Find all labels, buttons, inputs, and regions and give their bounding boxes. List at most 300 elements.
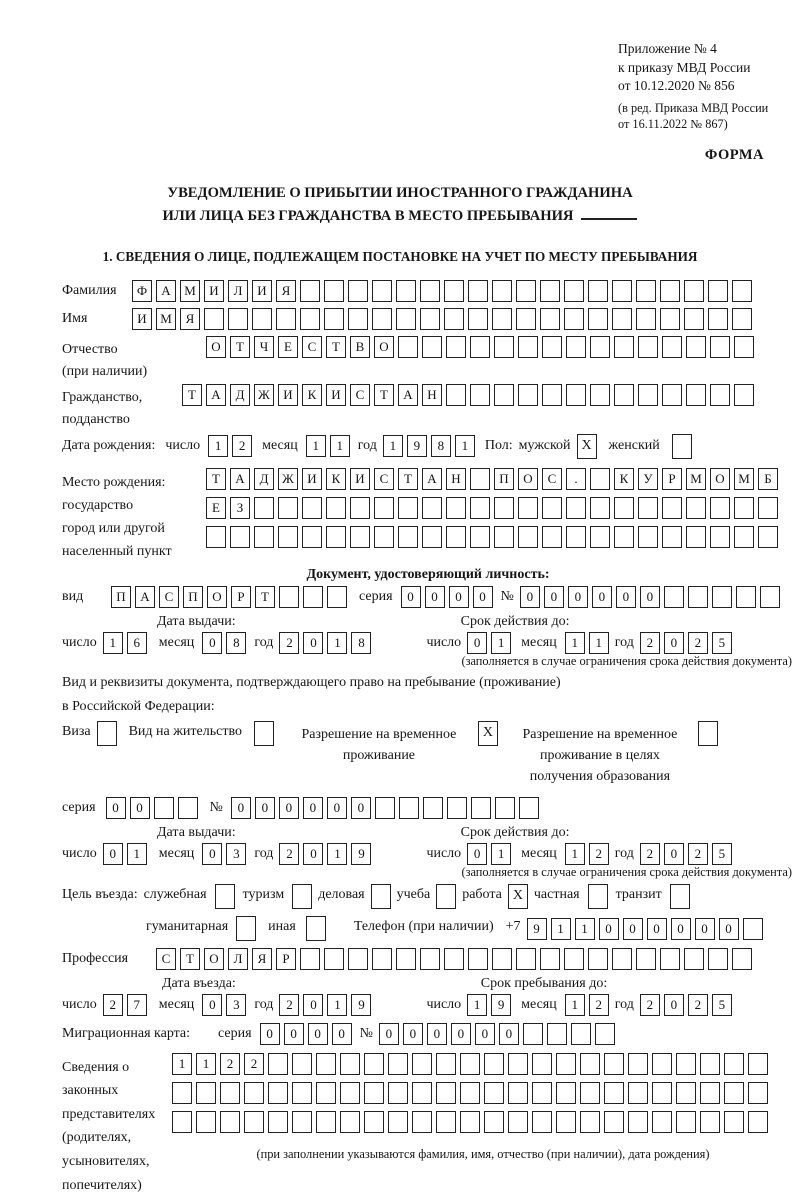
form-cell[interactable] — [326, 526, 346, 548]
form-cell[interactable] — [302, 526, 322, 548]
form-cell[interactable] — [484, 1082, 504, 1104]
form-cell[interactable]: 1 — [565, 632, 585, 654]
form-cell[interactable] — [708, 308, 728, 330]
form-cell[interactable] — [519, 797, 539, 819]
form-cell[interactable]: 0 — [303, 843, 323, 865]
form-cell[interactable] — [556, 1111, 576, 1133]
form-cell[interactable]: 1 — [467, 994, 487, 1016]
form-cell[interactable]: 3 — [226, 843, 246, 865]
form-cell[interactable]: 5 — [712, 632, 732, 654]
form-cell[interactable]: 0 — [499, 1023, 519, 1045]
form-cell[interactable]: П — [494, 468, 514, 490]
form-cell[interactable]: 0 — [451, 1023, 471, 1045]
form-cell[interactable]: 1 — [196, 1053, 216, 1075]
form-cell[interactable]: 2 — [640, 843, 660, 865]
form-cell[interactable] — [662, 384, 682, 406]
form-cell[interactable]: Т — [326, 336, 346, 358]
form-cell[interactable] — [364, 1053, 384, 1075]
form-cell[interactable]: 0 — [475, 1023, 495, 1045]
form-cell[interactable]: 9 — [351, 994, 371, 1016]
form-cell[interactable] — [300, 948, 320, 970]
form-cell[interactable] — [564, 948, 584, 970]
form-cell[interactable]: Н — [422, 384, 442, 406]
form-cell[interactable] — [460, 1053, 480, 1075]
form-cell[interactable] — [734, 526, 754, 548]
form-cell[interactable]: 0 — [616, 586, 636, 608]
form-cell[interactable] — [748, 1111, 768, 1133]
form-cell[interactable] — [686, 336, 706, 358]
form-cell[interactable] — [268, 1111, 288, 1133]
form-cell[interactable] — [547, 1023, 567, 1045]
form-cell[interactable]: А — [156, 280, 176, 302]
form-cell[interactable] — [372, 280, 392, 302]
form-cell[interactable] — [292, 1082, 312, 1104]
form-cell[interactable] — [684, 308, 704, 330]
form-cell[interactable] — [652, 1111, 672, 1133]
form-cell[interactable]: Т — [398, 468, 418, 490]
form-cell[interactable] — [374, 526, 394, 548]
form-cell[interactable] — [662, 336, 682, 358]
form-cell[interactable] — [708, 948, 728, 970]
form-cell[interactable] — [590, 468, 610, 490]
form-cell[interactable] — [614, 526, 634, 548]
form-cell[interactable] — [542, 526, 562, 548]
form-cell[interactable] — [700, 1111, 720, 1133]
form-cell[interactable]: О — [710, 468, 730, 490]
form-cell[interactable] — [518, 497, 538, 519]
form-cell[interactable] — [652, 1082, 672, 1104]
form-cell[interactable]: О — [374, 336, 394, 358]
form-cell[interactable]: 1 — [327, 843, 347, 865]
form-cell[interactable] — [760, 586, 780, 608]
form-cell[interactable]: К — [614, 468, 634, 490]
form-cell[interactable]: 0 — [623, 918, 643, 940]
form-cell[interactable] — [446, 526, 466, 548]
form-cell[interactable] — [542, 384, 562, 406]
form-cell[interactable] — [516, 948, 536, 970]
form-cell[interactable]: Б — [758, 468, 778, 490]
form-cell[interactable] — [712, 586, 732, 608]
form-cell[interactable]: 1 — [127, 843, 147, 865]
form-cell[interactable] — [734, 336, 754, 358]
form-cell[interactable] — [523, 1023, 543, 1045]
form-cell[interactable] — [178, 797, 198, 819]
form-cell[interactable] — [614, 384, 634, 406]
form-cell[interactable]: 2 — [688, 994, 708, 1016]
form-cell[interactable] — [638, 526, 658, 548]
form-cell[interactable]: 0 — [695, 918, 715, 940]
form-cell[interactable] — [398, 497, 418, 519]
form-cell[interactable] — [628, 1082, 648, 1104]
form-cell[interactable]: 1 — [306, 435, 326, 457]
form-cell[interactable]: 0 — [303, 994, 323, 1016]
form-cell[interactable]: 2 — [640, 632, 660, 654]
form-cell[interactable]: А — [206, 384, 226, 406]
form-cell[interactable]: 7 — [127, 994, 147, 1016]
form-cell[interactable]: 2 — [220, 1053, 240, 1075]
form-cell[interactable] — [628, 1111, 648, 1133]
form-cell[interactable]: У — [638, 468, 658, 490]
form-cell[interactable]: 0 — [473, 586, 493, 608]
form-cell[interactable] — [556, 1053, 576, 1075]
form-cell[interactable] — [636, 948, 656, 970]
form-cell[interactable]: А — [422, 468, 442, 490]
form-cell[interactable]: 1 — [327, 994, 347, 1016]
form-cell[interactable] — [590, 336, 610, 358]
form-cell[interactable] — [412, 1053, 432, 1075]
form-cell[interactable] — [700, 1082, 720, 1104]
form-cell[interactable]: И — [350, 468, 370, 490]
form-cell[interactable] — [571, 1023, 591, 1045]
form-cell[interactable]: 1 — [383, 435, 403, 457]
form-cell[interactable] — [420, 280, 440, 302]
form-cell[interactable]: А — [398, 384, 418, 406]
form-cell[interactable] — [734, 384, 754, 406]
form-cell[interactable] — [468, 280, 488, 302]
purpose-opt-humanitarian-checkbox[interactable] — [236, 916, 256, 941]
form-cell[interactable]: 0 — [379, 1023, 399, 1045]
form-cell[interactable] — [292, 1111, 312, 1133]
form-cell[interactable] — [422, 497, 442, 519]
form-cell[interactable] — [660, 280, 680, 302]
form-cell[interactable] — [508, 1053, 528, 1075]
form-cell[interactable] — [388, 1111, 408, 1133]
form-cell[interactable] — [276, 308, 296, 330]
form-cell[interactable] — [686, 497, 706, 519]
form-cell[interactable] — [372, 948, 392, 970]
form-cell[interactable]: 0 — [231, 797, 251, 819]
form-cell[interactable] — [662, 497, 682, 519]
form-cell[interactable]: 0 — [403, 1023, 423, 1045]
form-cell[interactable] — [710, 384, 730, 406]
form-cell[interactable]: 1 — [575, 918, 595, 940]
form-cell[interactable]: 0 — [640, 586, 660, 608]
form-cell[interactable] — [484, 1053, 504, 1075]
form-cell[interactable]: 0 — [664, 632, 684, 654]
form-cell[interactable] — [638, 336, 658, 358]
form-cell[interactable] — [422, 336, 442, 358]
form-cell[interactable]: Я — [180, 308, 200, 330]
form-cell[interactable]: 1 — [172, 1053, 192, 1075]
form-cell[interactable] — [196, 1111, 216, 1133]
form-cell[interactable] — [614, 336, 634, 358]
form-cell[interactable] — [556, 1082, 576, 1104]
form-cell[interactable] — [518, 384, 538, 406]
form-cell[interactable]: 0 — [103, 843, 123, 865]
form-cell[interactable]: 5 — [712, 843, 732, 865]
form-cell[interactable]: 0 — [664, 994, 684, 1016]
form-cell[interactable] — [316, 1082, 336, 1104]
form-cell[interactable]: 2 — [244, 1053, 264, 1075]
form-cell[interactable]: 0 — [106, 797, 126, 819]
form-cell[interactable]: 2 — [688, 843, 708, 865]
form-cell[interactable] — [518, 526, 538, 548]
form-cell[interactable] — [710, 336, 730, 358]
form-cell[interactable] — [374, 497, 394, 519]
form-cell[interactable] — [542, 497, 562, 519]
form-cell[interactable] — [614, 497, 634, 519]
form-cell[interactable] — [684, 280, 704, 302]
form-cell[interactable] — [244, 1082, 264, 1104]
form-cell[interactable]: 0 — [425, 586, 445, 608]
form-cell[interactable] — [636, 280, 656, 302]
form-cell[interactable] — [470, 468, 490, 490]
form-cell[interactable]: 1 — [551, 918, 571, 940]
form-cell[interactable] — [396, 280, 416, 302]
form-cell[interactable]: 3 — [226, 994, 246, 1016]
form-cell[interactable]: И — [204, 280, 224, 302]
form-cell[interactable]: 0 — [332, 1023, 352, 1045]
form-cell[interactable] — [580, 1053, 600, 1075]
form-cell[interactable] — [566, 384, 586, 406]
form-cell[interactable]: 0 — [719, 918, 739, 940]
form-cell[interactable] — [470, 497, 490, 519]
form-cell[interactable]: И — [302, 468, 322, 490]
form-cell[interactable] — [516, 280, 536, 302]
form-cell[interactable] — [446, 497, 466, 519]
form-cell[interactable]: Ж — [278, 468, 298, 490]
form-cell[interactable] — [566, 336, 586, 358]
form-cell[interactable]: М — [734, 468, 754, 490]
form-cell[interactable] — [664, 586, 684, 608]
form-cell[interactable]: 0 — [303, 797, 323, 819]
form-cell[interactable] — [508, 1082, 528, 1104]
form-cell[interactable] — [340, 1111, 360, 1133]
form-cell[interactable]: 9 — [407, 435, 427, 457]
purpose-opt-other-checkbox[interactable] — [306, 916, 326, 941]
form-cell[interactable] — [302, 497, 322, 519]
form-cell[interactable]: Р — [662, 468, 682, 490]
form-cell[interactable] — [724, 1082, 744, 1104]
form-cell[interactable] — [254, 497, 274, 519]
form-cell[interactable] — [444, 280, 464, 302]
form-cell[interactable] — [350, 497, 370, 519]
form-cell[interactable] — [316, 1111, 336, 1133]
form-cell[interactable]: Р — [231, 586, 251, 608]
form-cell[interactable]: Я — [252, 948, 272, 970]
form-cell[interactable]: 9 — [491, 994, 511, 1016]
form-cell[interactable] — [300, 280, 320, 302]
form-cell[interactable]: 1 — [491, 632, 511, 654]
form-cell[interactable]: 8 — [226, 632, 246, 654]
form-cell[interactable]: Ч — [254, 336, 274, 358]
form-cell[interactable]: 1 — [103, 632, 123, 654]
form-cell[interactable]: 0 — [599, 918, 619, 940]
form-cell[interactable] — [688, 586, 708, 608]
form-cell[interactable] — [708, 280, 728, 302]
form-cell[interactable] — [588, 280, 608, 302]
form-cell[interactable] — [447, 797, 467, 819]
form-cell[interactable] — [662, 526, 682, 548]
form-cell[interactable] — [364, 1082, 384, 1104]
form-cell[interactable]: П — [183, 586, 203, 608]
form-cell[interactable]: 2 — [688, 632, 708, 654]
form-cell[interactable] — [460, 1111, 480, 1133]
form-cell[interactable]: 2 — [640, 994, 660, 1016]
form-cell[interactable]: С — [156, 948, 176, 970]
form-cell[interactable] — [732, 308, 752, 330]
form-cell[interactable]: М — [156, 308, 176, 330]
purpose-opt-study-checkbox[interactable] — [436, 884, 456, 909]
form-cell[interactable] — [436, 1111, 456, 1133]
form-cell[interactable] — [590, 497, 610, 519]
form-cell[interactable] — [516, 308, 536, 330]
form-cell[interactable] — [471, 797, 491, 819]
temp-residence-checkbox[interactable]: X — [478, 721, 498, 746]
form-cell[interactable]: 0 — [520, 586, 540, 608]
form-cell[interactable] — [508, 1111, 528, 1133]
form-cell[interactable] — [492, 308, 512, 330]
form-cell[interactable] — [206, 526, 226, 548]
form-cell[interactable]: 0 — [308, 1023, 328, 1045]
form-cell[interactable]: Т — [180, 948, 200, 970]
form-cell[interactable] — [604, 1111, 624, 1133]
form-cell[interactable]: Д — [254, 468, 274, 490]
form-cell[interactable] — [303, 586, 323, 608]
form-cell[interactable]: 0 — [351, 797, 371, 819]
form-cell[interactable]: Л — [228, 948, 248, 970]
form-cell[interactable] — [660, 948, 680, 970]
form-cell[interactable]: 1 — [208, 435, 228, 457]
form-cell[interactable] — [660, 308, 680, 330]
form-cell[interactable] — [228, 308, 248, 330]
form-cell[interactable]: Т — [230, 336, 250, 358]
form-cell[interactable] — [412, 1082, 432, 1104]
form-cell[interactable] — [398, 336, 418, 358]
form-cell[interactable]: 1 — [455, 435, 475, 457]
form-cell[interactable]: Н — [446, 468, 466, 490]
form-cell[interactable] — [628, 1053, 648, 1075]
form-cell[interactable]: Т — [182, 384, 202, 406]
form-cell[interactable]: 6 — [127, 632, 147, 654]
form-cell[interactable]: Е — [206, 497, 226, 519]
form-cell[interactable]: 1 — [565, 843, 585, 865]
form-cell[interactable]: А — [135, 586, 155, 608]
form-cell[interactable] — [686, 384, 706, 406]
form-cell[interactable] — [268, 1053, 288, 1075]
form-cell[interactable] — [732, 280, 752, 302]
form-cell[interactable]: Т — [255, 586, 275, 608]
form-cell[interactable]: 0 — [202, 843, 222, 865]
form-cell[interactable] — [324, 948, 344, 970]
form-cell[interactable] — [446, 384, 466, 406]
form-cell[interactable] — [278, 526, 298, 548]
form-cell[interactable] — [348, 280, 368, 302]
form-cell[interactable] — [676, 1111, 696, 1133]
form-cell[interactable]: Л — [228, 280, 248, 302]
form-cell[interactable]: О — [206, 336, 226, 358]
form-cell[interactable]: 9 — [527, 918, 547, 940]
form-cell[interactable]: 0 — [647, 918, 667, 940]
form-cell[interactable]: 0 — [279, 797, 299, 819]
form-cell[interactable]: 2 — [589, 843, 609, 865]
form-cell[interactable]: 0 — [255, 797, 275, 819]
form-cell[interactable] — [710, 526, 730, 548]
form-cell[interactable]: 2 — [103, 994, 123, 1016]
form-cell[interactable] — [676, 1053, 696, 1075]
form-cell[interactable] — [532, 1082, 552, 1104]
form-cell[interactable] — [470, 336, 490, 358]
form-cell[interactable] — [495, 797, 515, 819]
form-cell[interactable] — [604, 1082, 624, 1104]
form-cell[interactable] — [612, 948, 632, 970]
form-cell[interactable] — [348, 308, 368, 330]
form-cell[interactable] — [324, 280, 344, 302]
form-cell[interactable]: 0 — [449, 586, 469, 608]
form-cell[interactable] — [375, 797, 395, 819]
purpose-opt-business-checkbox[interactable] — [215, 884, 235, 909]
form-cell[interactable] — [468, 308, 488, 330]
form-cell[interactable]: П — [111, 586, 131, 608]
form-cell[interactable] — [564, 280, 584, 302]
form-cell[interactable]: 9 — [351, 843, 371, 865]
form-cell[interactable]: Д — [230, 384, 250, 406]
form-cell[interactable]: И — [252, 280, 272, 302]
form-cell[interactable]: 0 — [664, 843, 684, 865]
form-cell[interactable] — [736, 586, 756, 608]
form-cell[interactable] — [372, 308, 392, 330]
form-cell[interactable]: 0 — [130, 797, 150, 819]
form-cell[interactable]: К — [326, 468, 346, 490]
form-cell[interactable] — [364, 1111, 384, 1133]
form-cell[interactable] — [566, 497, 586, 519]
form-cell[interactable] — [588, 948, 608, 970]
form-cell[interactable] — [540, 280, 560, 302]
form-cell[interactable]: З — [230, 497, 250, 519]
form-cell[interactable] — [604, 1053, 624, 1075]
form-cell[interactable] — [758, 526, 778, 548]
form-cell[interactable]: 0 — [467, 843, 487, 865]
form-cell[interactable]: 1 — [565, 994, 585, 1016]
form-cell[interactable] — [590, 526, 610, 548]
form-cell[interactable] — [588, 308, 608, 330]
sex-female-checkbox[interactable] — [672, 434, 692, 459]
form-cell[interactable] — [172, 1111, 192, 1133]
form-cell[interactable]: Т — [206, 468, 226, 490]
form-cell[interactable]: 0 — [303, 632, 323, 654]
form-cell[interactable]: К — [302, 384, 322, 406]
form-cell[interactable]: 0 — [202, 994, 222, 1016]
form-cell[interactable]: 0 — [260, 1023, 280, 1045]
form-cell[interactable]: И — [326, 384, 346, 406]
form-cell[interactable] — [204, 308, 224, 330]
form-cell[interactable] — [444, 948, 464, 970]
form-cell[interactable] — [316, 1053, 336, 1075]
form-cell[interactable] — [470, 526, 490, 548]
form-cell[interactable] — [460, 1082, 480, 1104]
form-cell[interactable]: А — [230, 468, 250, 490]
form-cell[interactable] — [484, 1111, 504, 1133]
form-cell[interactable] — [388, 1053, 408, 1075]
form-cell[interactable] — [268, 1082, 288, 1104]
form-cell[interactable] — [399, 797, 419, 819]
form-cell[interactable] — [700, 1053, 720, 1075]
form-cell[interactable] — [494, 336, 514, 358]
form-cell[interactable]: 0 — [427, 1023, 447, 1045]
form-cell[interactable]: М — [180, 280, 200, 302]
form-cell[interactable]: 0 — [401, 586, 421, 608]
form-cell[interactable] — [396, 948, 416, 970]
form-cell[interactable] — [532, 1111, 552, 1133]
form-cell[interactable] — [436, 1082, 456, 1104]
form-cell[interactable] — [494, 526, 514, 548]
form-cell[interactable]: Т — [374, 384, 394, 406]
form-cell[interactable]: 0 — [284, 1023, 304, 1045]
form-cell[interactable]: С — [350, 384, 370, 406]
form-cell[interactable] — [340, 1053, 360, 1075]
form-cell[interactable]: О — [518, 468, 538, 490]
sex-male-checkbox[interactable]: X — [577, 434, 597, 459]
